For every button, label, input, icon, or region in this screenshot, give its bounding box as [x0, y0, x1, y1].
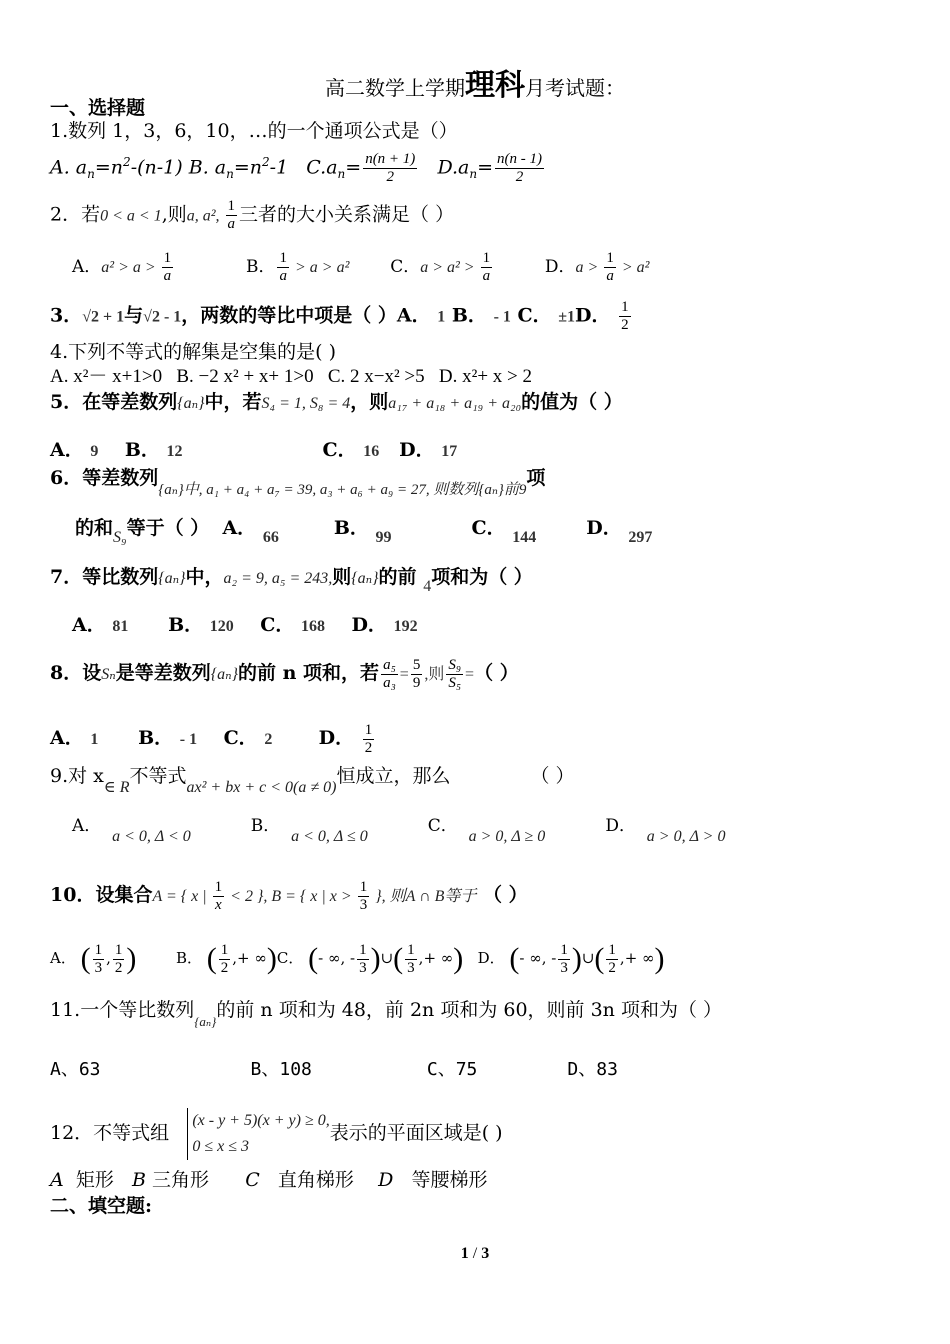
q5-b-val: 12	[166, 443, 183, 460]
q12-option-c: C	[245, 1169, 260, 1191]
q9-c-val: a > 0, Δ ≥ 0	[468, 828, 546, 845]
q2-option-d: D．	[544, 257, 576, 277]
q12-option-a: A	[50, 1169, 64, 1191]
q8-d-num: 1	[364, 721, 373, 738]
q8-d-fraction	[363, 722, 375, 757]
q3-option-d: D．	[575, 304, 611, 327]
q8-f1-num: a₅	[383, 656, 396, 673]
q6-c-val: 144	[512, 529, 537, 546]
q8-then: ,则	[424, 666, 445, 683]
q5-d-val: 17	[441, 443, 458, 460]
question-6-stem	[50, 466, 546, 498]
question-11-stem	[50, 998, 722, 1029]
q1-option-a: A. a	[50, 156, 88, 179]
q3-expr1: √2 + 1	[82, 308, 125, 326]
q10-option-a: A．	[50, 949, 76, 967]
q7-n4: 4	[423, 578, 432, 595]
q8-option-a: A．	[50, 727, 84, 749]
question-6-line2	[75, 516, 653, 546]
q2-mid: ,则	[161, 203, 187, 226]
q12-b-val: 三角形	[151, 1169, 209, 1191]
q10-set-b-post: }, 则A ∩ B等于	[371, 888, 477, 905]
q7-t3: 的前	[378, 566, 417, 588]
q6-number: 6．等差数列	[50, 467, 159, 489]
q2-option-b: B．	[245, 257, 276, 277]
q8-fraction-3	[446, 657, 463, 692]
question-8-stem	[50, 650, 519, 698]
q10-set-a-post: < 2 }, B = { x | x >	[226, 888, 356, 905]
q12-option-b: B	[131, 1169, 146, 1191]
section-heading-fill: 二、填空题:	[50, 1195, 153, 1217]
q11-option-c: C、75	[426, 1059, 478, 1080]
q9-option-a: A．	[72, 816, 102, 836]
title-emphasis: 理科	[465, 68, 525, 103]
question-1-stem: 1.数列 1，3，6，10，…的一个通项公式是（）	[50, 120, 458, 142]
title-pre: 高二数学上学期	[325, 76, 465, 100]
question-1-options: A. $a_n=n^2-(n-1)$ B. $a_n=n^2-1$ $C.a_n=$ $\frac{n(n + 1)}{2}$ $D.a_n=$ $\frac{n(n - 1)}{2}$	[50, 150, 543, 185]
q3-expr2: √2 - 1	[143, 308, 182, 326]
q2-den: a	[227, 216, 236, 232]
q6-option-c: C．	[471, 517, 506, 539]
q1-c-num: n(n + 1)	[365, 150, 416, 167]
q3-d-den: 2	[621, 317, 629, 333]
q2-option-c: C．	[390, 257, 421, 277]
q8-sequence: {aₙ}	[210, 666, 239, 683]
q8-f1-den: a₃	[383, 674, 396, 691]
q10-option-c: C．	[276, 949, 304, 967]
question-8-options	[50, 718, 376, 760]
question-4-stem: 4.下列不等式的解集是空集的是( )	[50, 341, 336, 363]
q2-pre: 2．若	[50, 203, 101, 226]
question-5-options	[50, 438, 457, 464]
q3-option-c: C．	[517, 304, 552, 327]
q5-t3: 的值为（ ）	[521, 391, 623, 413]
q12-option-d: D	[378, 1169, 394, 1191]
q9-inequality: ax² + bx + c < 0(a ≠ 0)	[186, 779, 337, 796]
question-2-stem	[50, 198, 454, 233]
q12-post: 表示的平面区域是( )	[329, 1122, 503, 1144]
q1-b-part2: =n	[233, 156, 263, 179]
q8-option-d: D．	[318, 727, 355, 749]
q8-t2: 的前 n 项和，若	[238, 662, 380, 684]
q5-option-d: D．	[399, 439, 435, 461]
q4-option-c: C. 2 x−x² >5	[327, 366, 425, 387]
q8-f2-num: 5	[412, 656, 421, 673]
q7-d-val: 192	[393, 618, 418, 635]
q8-option-c: C．	[223, 727, 258, 749]
q5-t1: 中，若	[204, 391, 262, 413]
q2-fraction	[226, 198, 238, 233]
q11-option-a: A、63	[50, 1059, 101, 1080]
question-10-stem: 10．设集合A = { x | $\frac{1}{x}$ < 2 }, B = { x | x > $\frac{1}{3}$ }, 则A ∩ B等于 （ ）	[50, 878, 528, 913]
q7-t4: 项和为（ ）	[431, 566, 533, 588]
q12-system	[187, 1108, 329, 1160]
q5-t2: ，则	[350, 391, 389, 413]
q8-number: 8．设	[50, 662, 102, 684]
q1-option-c: C.a	[306, 156, 338, 179]
q9-d-val: a > 0, Δ > 0	[646, 828, 726, 845]
q8-option-b: B．	[138, 727, 174, 749]
q9-option-b: B．	[250, 816, 281, 836]
question-2-options: A．a² > a > $\frac{1}{a}$ B． $\frac{1}{a}$ > a > a² C．a > a² > $\frac{1}{a}$ D．a > $\frac{1}{a}$ > a²	[72, 250, 650, 284]
q9-paren: （ ）	[530, 765, 575, 787]
q8-eq2: =	[465, 666, 475, 683]
q8-c-val: 2	[264, 731, 273, 748]
q1-b-part3: -1	[269, 156, 289, 179]
q9-number: 9.对 x	[50, 765, 104, 787]
q8-d-den: 2	[364, 739, 373, 756]
q7-number: 7．等比数列	[50, 566, 159, 588]
q10-option-d: D．	[477, 949, 505, 967]
q5-sequence: {aₙ}	[177, 395, 205, 412]
q6-t1: 项	[526, 467, 546, 489]
question-10-options: A． ( $\frac{1}{3}$ , $\frac{1}{2}$ ) B． ( $\frac{1}{2}$ ,+ ∞)C． (- ∞, - $\frac{1}{3}$ )∪( $\frac{1}{3}$ ,+ ∞) D． (- ∞, - $\frac{1}{3}$ )∪( $\frac{1}{2}$ ,+ ∞)	[50, 941, 665, 976]
q7-a-val: 81	[112, 618, 129, 635]
q5-condition: S₄ = 1, S₈ = 4	[261, 395, 351, 412]
q7-t1: 中，	[185, 566, 224, 588]
q9-b-val: a < 0, Δ ≤ 0	[291, 828, 368, 845]
page-current: 1	[460, 1245, 469, 1262]
q10-set-a-pre: A = { x |	[152, 888, 211, 905]
q7-option-d: D．	[351, 614, 387, 636]
question-9-options	[72, 814, 726, 845]
q6-a-val: 66	[262, 529, 279, 546]
q7-option-a: A．	[72, 614, 106, 636]
q11-pre: 11.一个等比数列	[50, 999, 195, 1021]
q7-t2: 则	[332, 566, 352, 588]
q7-option-c: C．	[260, 614, 295, 636]
q6-option-d: D．	[586, 517, 622, 539]
q6-s9: S₉	[113, 529, 127, 546]
q7-b-val: 120	[209, 618, 234, 635]
q7-sequence-2: {aₙ}	[351, 570, 379, 587]
q6-option-b: B．	[333, 517, 369, 539]
q1-a-part3: -(n-1)	[130, 156, 183, 179]
q7-sequence: {aₙ}	[158, 570, 186, 587]
page-sep: /	[468, 1245, 482, 1262]
q9-t1: 不等式	[129, 765, 187, 787]
q8-fraction-1	[381, 657, 398, 692]
q5-option-c: C．	[322, 439, 357, 461]
question-3	[50, 299, 633, 334]
q10-number: 10．设集合	[50, 884, 153, 906]
q5-expression: a₁₇ + a₁₈ + a₁₉ + a₂₀	[388, 395, 522, 412]
q4-option-d: D. x²+ x > 2	[438, 366, 533, 387]
q7-option-b: B．	[168, 614, 204, 636]
q11-sequence: {aₙ}	[194, 1014, 217, 1029]
q9-in-r: ∈ R	[103, 779, 130, 796]
page-number	[0, 1245, 950, 1263]
q2-condition: 0 < a < 1	[100, 207, 162, 225]
q6-b-val: 99	[375, 529, 392, 546]
q12-d-val: 等腰梯形	[411, 1169, 488, 1191]
section-heading-choice: 一、选择题	[50, 97, 146, 119]
q3-d-num: 1	[621, 299, 629, 315]
q3-t1: 与	[124, 304, 144, 327]
q12-line2: 0 ≤ x ≤ 3	[192, 1138, 249, 1155]
page-total: 3	[481, 1245, 490, 1262]
q8-b-val: - 1	[179, 731, 198, 748]
q8-t3: （ ）	[474, 662, 519, 684]
q9-t2: 恒成立，那么	[336, 765, 451, 787]
title-post: 月考试题：	[525, 76, 625, 100]
question-9-stem	[50, 764, 575, 796]
q1-d-num: n(n - 1)	[497, 150, 543, 167]
q11-post: 的前 n 项和为 48，前 2n 项和为 60，则前 3n 项和为（ ）	[216, 999, 722, 1021]
q8-t1: 是等差数列	[115, 662, 211, 684]
question-5-stem	[50, 390, 623, 416]
q3-option-d-value	[619, 299, 631, 334]
q1-c-den: 2	[386, 168, 394, 185]
q9-option-c: C．	[427, 816, 458, 836]
q1-option-d: D.a	[437, 156, 470, 179]
q7-c-val: 168	[300, 618, 325, 635]
q12-pre: 12．不等式组	[50, 1122, 170, 1144]
q9-a-val: a < 0, Δ < 0	[112, 828, 191, 845]
question-12-options	[50, 1168, 487, 1192]
q10-paren: （ ）	[483, 884, 528, 906]
q12-line1: (x - y + 5)(x + y) ≥ 0,	[192, 1112, 330, 1129]
q4-option-a: A. x²－ x+1>0	[50, 366, 163, 387]
q8-sn: Sₙ	[101, 666, 116, 683]
q2-num: 1	[227, 198, 236, 214]
question-7-stem	[50, 565, 533, 595]
q7-condition: a₂ = 9, a₅ = 243,	[223, 570, 333, 587]
q1-a-part2: =n	[94, 156, 124, 179]
q2-values: a, a²,	[186, 207, 224, 225]
q4-option-b: B. −2 x² + x+ 1>0	[176, 366, 314, 387]
q3-option-a-value: 1	[437, 308, 446, 326]
q8-f3-den: S₅	[448, 674, 462, 691]
q8-fraction-2	[411, 657, 423, 692]
q1-d-den: 2	[515, 168, 524, 185]
q2-option-a: A．	[72, 257, 102, 277]
q12-a-val: 矩形	[75, 1169, 114, 1191]
question-4-options	[50, 365, 532, 389]
q1-c-fraction	[363, 151, 417, 186]
q3-t2: ，两数的等比中项是（ ）A．	[181, 304, 431, 327]
q12-c-val: 直角梯形	[277, 1169, 354, 1191]
q11-option-d: D、83	[567, 1059, 618, 1080]
question-11-options	[50, 1058, 618, 1082]
q6-option-a: A．	[222, 517, 257, 539]
q8-a-val: 1	[90, 731, 99, 748]
q3-option-b: B．	[451, 304, 487, 327]
q5-option-a: A．	[50, 439, 84, 461]
q5-option-b: B．	[124, 439, 160, 461]
q8-f3-num: S₉	[448, 656, 462, 673]
q3-number: 3．	[50, 304, 83, 327]
q8-f2-den: 9	[412, 674, 421, 691]
q2-post: 三者的大小关系满足（ ）	[239, 203, 455, 226]
q6-condition: {aₙ}中, a₁ + a₄ + a₇ = 39, a₃ + a₆ + a₉ = 27, 则数列{aₙ}前9	[158, 482, 527, 498]
q1-option-b: B. a	[188, 156, 227, 179]
q6-d-val: 297	[628, 529, 653, 546]
q5-c-val: 16	[363, 443, 380, 460]
q5-a-val: 9	[90, 443, 99, 460]
q6-t3: 等于（ ）	[126, 517, 210, 539]
q11-option-b: B、108	[250, 1059, 312, 1080]
q5-number: 5．在等差数列	[50, 391, 178, 413]
question-7-options	[72, 613, 418, 639]
question-12-stem	[50, 1108, 503, 1160]
q10-option-b: B．	[175, 949, 202, 967]
q1-d-fraction	[495, 151, 544, 186]
q8-eq: =	[399, 666, 409, 683]
q6-t2: 的和	[75, 517, 114, 539]
q3-option-c-value: ±1	[558, 308, 576, 326]
q3-option-b-value: - 1	[493, 308, 511, 326]
q9-option-d: D．	[605, 816, 636, 836]
